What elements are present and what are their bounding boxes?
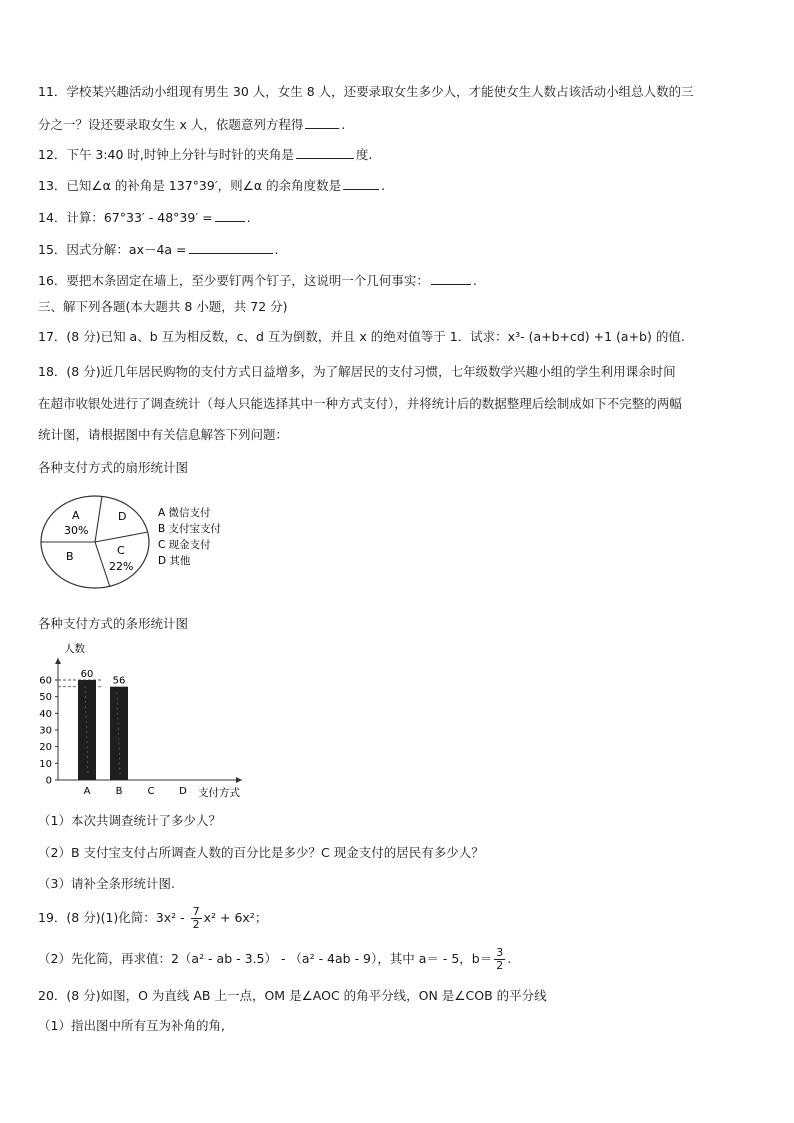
- question-11-line2: [38, 116, 345, 133]
- fraction-numerator: 3: [496, 946, 504, 959]
- question-11-line1: 11．学校某兴趣活动小组现有男生 30 人，女生 8 人，还要录取女生多少人，才能使女生人数占该活动小组总人数的三: [38, 84, 694, 99]
- x-axis-arrow: [236, 777, 242, 783]
- question-13: [38, 177, 385, 194]
- question-11-end: .: [341, 117, 346, 132]
- bar-chart: [30, 638, 260, 806]
- y-tick-label: 60: [39, 675, 52, 687]
- question-15-end: .: [274, 242, 279, 257]
- question-19-part1: [38, 904, 267, 932]
- bar-a: [78, 680, 96, 780]
- bar-series: [78, 669, 128, 780]
- pie-legend-item-b: B 支付宝支付: [158, 523, 222, 535]
- question-11-text: 分之一？设还要录取女生 x 人，依题意列方程得: [38, 117, 304, 132]
- question-19-part2-prefix: （2）先化简，再求值：2（a² - ab - 3.5） - （a² - 4ab - 9），其中 a＝ - 5，b＝: [38, 951, 493, 966]
- question-13-text: 13．已知∠α 的补角是 137°39′，则∠α 的余角度数是: [38, 178, 342, 193]
- y-tick-label: 50: [39, 692, 52, 704]
- answer-blank: [305, 116, 339, 129]
- x-tick-label: B: [115, 786, 123, 797]
- pie-slice-label-a: A: [72, 509, 80, 522]
- question-15: [38, 241, 279, 258]
- bar-x-axis-label: 支付方式: [198, 787, 240, 799]
- pie-legend-item-c: C 现金支付: [158, 539, 211, 551]
- fraction-denominator: 2: [192, 918, 200, 931]
- fraction-denominator: 2: [496, 959, 504, 972]
- question-18-line3: 统计图，请根据图中有关信息解答下列问题：: [38, 427, 289, 442]
- question-18-part1: （1）本次共调查统计了多少人？: [38, 813, 221, 828]
- question-18-line2: 在超市收银处进行了调查统计（每人只能选择其中一种方式支付），并将统计后的数据整理后绘制成如下不完整的两幅: [38, 396, 682, 411]
- question-18-part2: （2）B 支付宝支付占所调查人数的百分比是多少？C 现金支付的居民有多少人？: [38, 845, 484, 860]
- pie-slice-percent-a: 30%: [64, 524, 89, 537]
- question-17: 17．(8 分)已知 a、b 互为相反数，c、d 互为倒数，并且 x 的绝对值等于 1．试求：x³- (a+b+cd) +1 (a+b) 的值.: [38, 329, 685, 344]
- pie-legend-item-d: D 其他: [158, 555, 191, 567]
- answer-blank: [215, 209, 245, 222]
- question-16-text: 16．要把木条固定在墙上，至少要钉两个钉子，这说明一个几何事实：: [38, 273, 429, 288]
- pie-divider-ad: [95, 496, 102, 542]
- section-heading: 三、解下列各题(本大题共 8 小题，共 72 分): [38, 299, 288, 314]
- question-14-text: 14．计算：67°33′ - 48°39′ =: [38, 210, 213, 225]
- bar-chart-title: 各种支付方式的条形统计图: [38, 616, 189, 631]
- pie-legend-item-a: A 微信支付: [158, 507, 211, 519]
- question-16: [38, 272, 477, 289]
- question-12-end: 度.: [355, 147, 373, 162]
- bar-data-label: 56: [112, 675, 126, 687]
- bar-x-ticks: [84, 786, 188, 797]
- answer-blank: [431, 272, 471, 285]
- question-12: [38, 146, 372, 163]
- pie-chart-title: 各种支付方式的扇形统计图: [38, 460, 189, 475]
- y-tick-label: 40: [39, 708, 52, 720]
- fraction-7-2: [191, 906, 202, 931]
- question-15-text: 15．因式分解：ax－4a =: [38, 242, 187, 257]
- answer-blank: [343, 177, 379, 190]
- pie-legend: [158, 506, 222, 567]
- question-19-part2-suffix: .: [507, 951, 512, 966]
- pie-chart: [38, 492, 258, 592]
- pie-slice-percent-c: 22%: [109, 560, 134, 573]
- pie-slice-label-d: D: [118, 510, 127, 523]
- y-tick-label: 20: [39, 742, 52, 754]
- x-tick-label: A: [83, 786, 91, 797]
- y-tick-label: 10: [39, 758, 52, 770]
- question-19-part2: [38, 945, 511, 973]
- question-19-part1-prefix: 19．(8 分)(1)化简：3x² -: [38, 910, 185, 925]
- bar-y-ticks: [39, 676, 58, 787]
- question-14: [38, 209, 251, 226]
- y-tick-label: 30: [39, 725, 52, 737]
- answer-blank: [296, 146, 354, 159]
- pie-slice-label-b: B: [66, 550, 74, 563]
- pie-slice-label-c: C: [117, 544, 125, 557]
- bar-b: [110, 687, 128, 780]
- question-18-line1: 18．(8 分)近几年居民购物的支付方式日益增多，为了解居民的支付习惯，七年级数学兴趣小组的学生利用课余时间: [38, 364, 676, 379]
- fraction-3-2: [494, 947, 505, 972]
- question-20: 20．(8 分)如图，O 为直线 AB 上一点，OM 是∠AOC 的角平分线，ON 是∠COB 的平分线: [38, 988, 547, 1003]
- question-20-part1: （1）指出图中所有互为补角的角,: [38, 1018, 225, 1033]
- question-19-part1-suffix: x² + 6x²；: [203, 910, 268, 925]
- answer-blank: [189, 241, 273, 254]
- x-tick-label: C: [147, 786, 155, 797]
- question-16-end: .: [472, 273, 477, 288]
- question-13-end: .: [381, 178, 386, 193]
- pie-divider-dc: [95, 532, 148, 542]
- bar-data-label: 60: [80, 669, 94, 680]
- question-14-end: .: [246, 210, 251, 225]
- question-18-part3: （3）请补全条形统计图.: [38, 876, 175, 891]
- question-12-text: 12．下午 3:40 时,时钟上分针与时针的夹角是: [38, 147, 294, 162]
- fraction-numerator: 7: [192, 905, 200, 918]
- y-tick-label: 0: [45, 775, 52, 787]
- x-tick-label: D: [179, 786, 187, 797]
- pie-divider-cb: [95, 542, 110, 587]
- y-axis-arrow: [55, 658, 61, 664]
- bar-y-axis-label: 人数: [64, 643, 85, 655]
